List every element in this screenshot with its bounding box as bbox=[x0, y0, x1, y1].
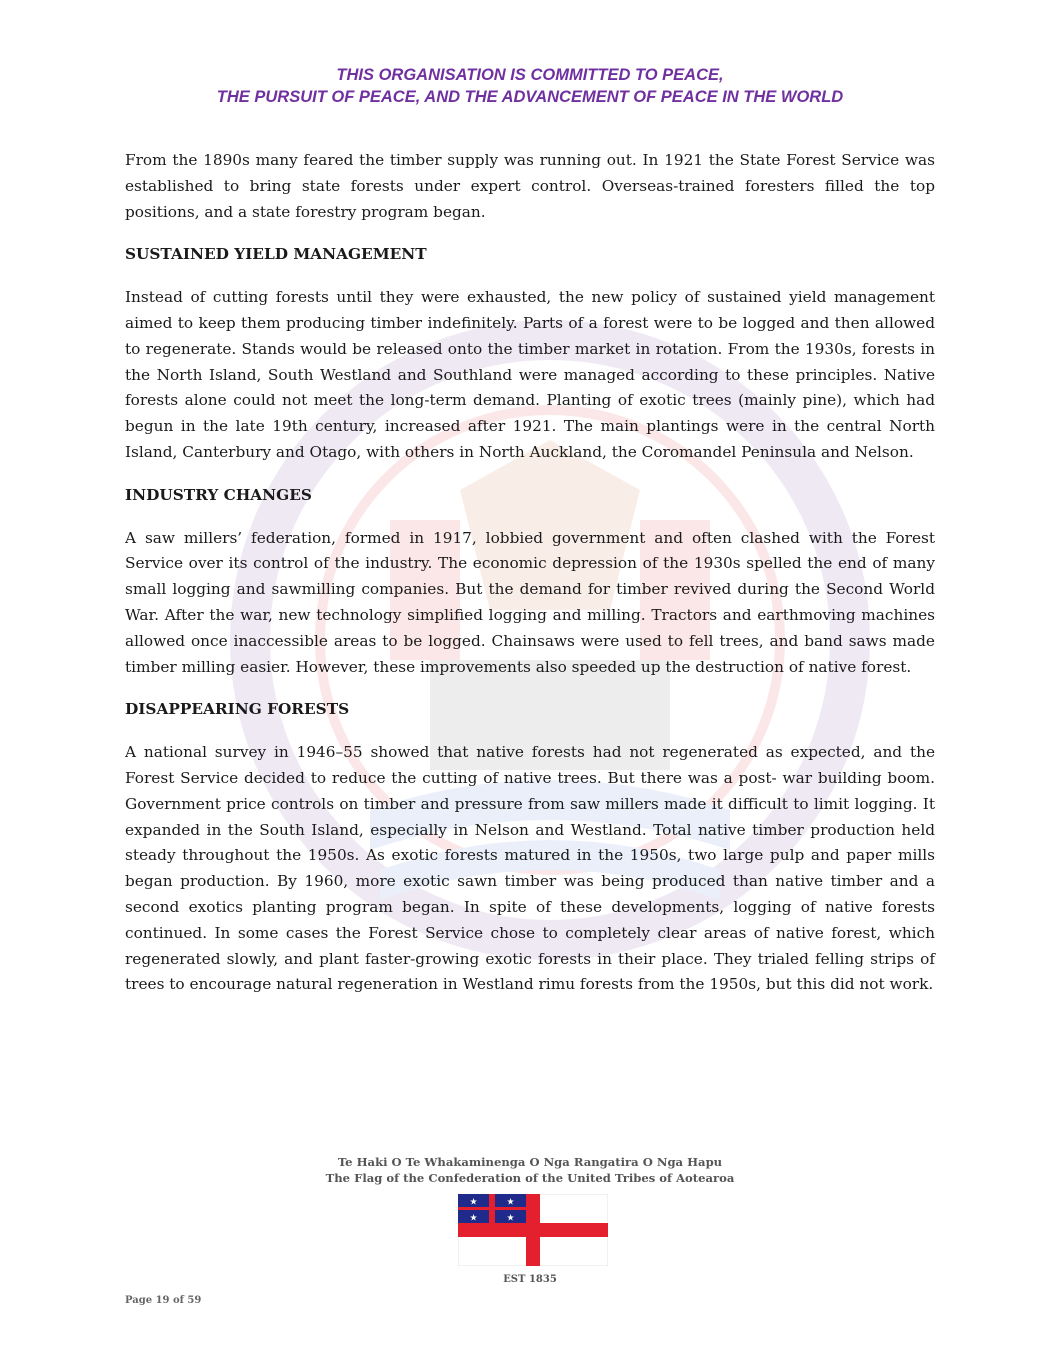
footer-line-2: The Flag of the Confederation of the United Tribes of Aotearoa bbox=[325, 1171, 735, 1185]
organisation-header bbox=[0, 64, 1060, 108]
svg-text:★: ★ bbox=[506, 1213, 515, 1224]
document-body bbox=[125, 148, 935, 998]
united-tribes-flag-icon bbox=[458, 1194, 608, 1266]
section-heading-sustained-yield: SUSTAINED YIELD MANAGEMENT bbox=[125, 245, 427, 264]
header-line-2: THE PURSUIT OF PEACE, AND THE ADVANCEMENT OF PEACE IN THE WORLD bbox=[216, 88, 844, 106]
section-text-sustained-yield: Instead of cutting forests until they were exhausted, the new policy of sustained yield management aimed to keep them producing timber indefinitely. Parts of a forest were to be logged and then allowed to regenerate. Stands would be released onto the timber market in rotation. From the 1930s, forests in the North Island, South Westland and Southland were managed according to these principles. Native forests alone could not meet the long-term demand. Planting of exotic trees (mainly pine), which had begun in the late 19th century, increased after 1921. The main plantings were in the central North Island, Canterbury and Otago, with others in North Auckland, the Coromandel Peninsula and Nelson. bbox=[125, 288, 935, 461]
intro-paragraph: From the 1890s many feared the timber supply was running out. In 1921 the State Forest Service was established to bring state forests under expert control. Overseas-trained foresters filled the top positions, and a state forestry program began. bbox=[125, 151, 935, 221]
header-line-1: THIS ORGANISATION IS COMMITTED TO PEACE, bbox=[336, 66, 724, 84]
footer-line-1: Te Haki O Te Whakaminenga O Nga Rangatira O Nga Hapu bbox=[337, 1155, 723, 1169]
section-text-industry-changes: A saw millers’ federation, formed in 1917, lobbied government and often clashed with the Forest Service over its control of the industry. The economic depression of the 1930s spelled the end of many small logging and sawmilling companies. But the demand for timber revived during the Second World War. After the war, new technology simplified logging and milling. Tractors and earthmoving machines allowed once inaccessible areas to be logged. Chainsaws were used to fell trees, and band saws made timber milling easier. However, these improvements also speeded up the destruction of native forest. bbox=[125, 528, 935, 676]
section-heading-disappearing-forests: DISAPPEARING FORESTS bbox=[125, 700, 350, 719]
established-year: EST 1835 bbox=[503, 1274, 557, 1285]
svg-text:★: ★ bbox=[506, 1197, 515, 1208]
svg-text:★: ★ bbox=[469, 1197, 478, 1208]
section-text-disappearing-forests: A national survey in 1946–55 showed that native forests had not regenerated as expected, and the Forest Service decided to reduce the cutting of native trees. But there was a post- war building boom. Government price controls on timber and pressure from saw millers made it difficult to limit logging. It expanded in the South Island, especially in Nelson and Westland. Total native timber production held steady throughout the 1950s. As exotic forests matured in the 1950s, two large pulp and paper mills began production. By 1960, more exotic sawn timber was being produced than native timber and a second exotics planting program began. In spite of these developments, logging of native forests continued. In some cases the Forest Service chose to completely clear areas of native forest, which regenerated slowly, and plant faster-growing exotic forests in their place. They trialed felling strips of trees to encourage natural regeneration in Westland rimu forests from the 1950s, but this did not work. bbox=[125, 743, 935, 994]
footer-caption bbox=[0, 1154, 1060, 1186]
section-heading-industry-changes: INDUSTRY CHANGES bbox=[125, 485, 312, 504]
svg-text:★: ★ bbox=[469, 1213, 478, 1224]
page-number: Page 19 of 59 bbox=[125, 1295, 202, 1306]
